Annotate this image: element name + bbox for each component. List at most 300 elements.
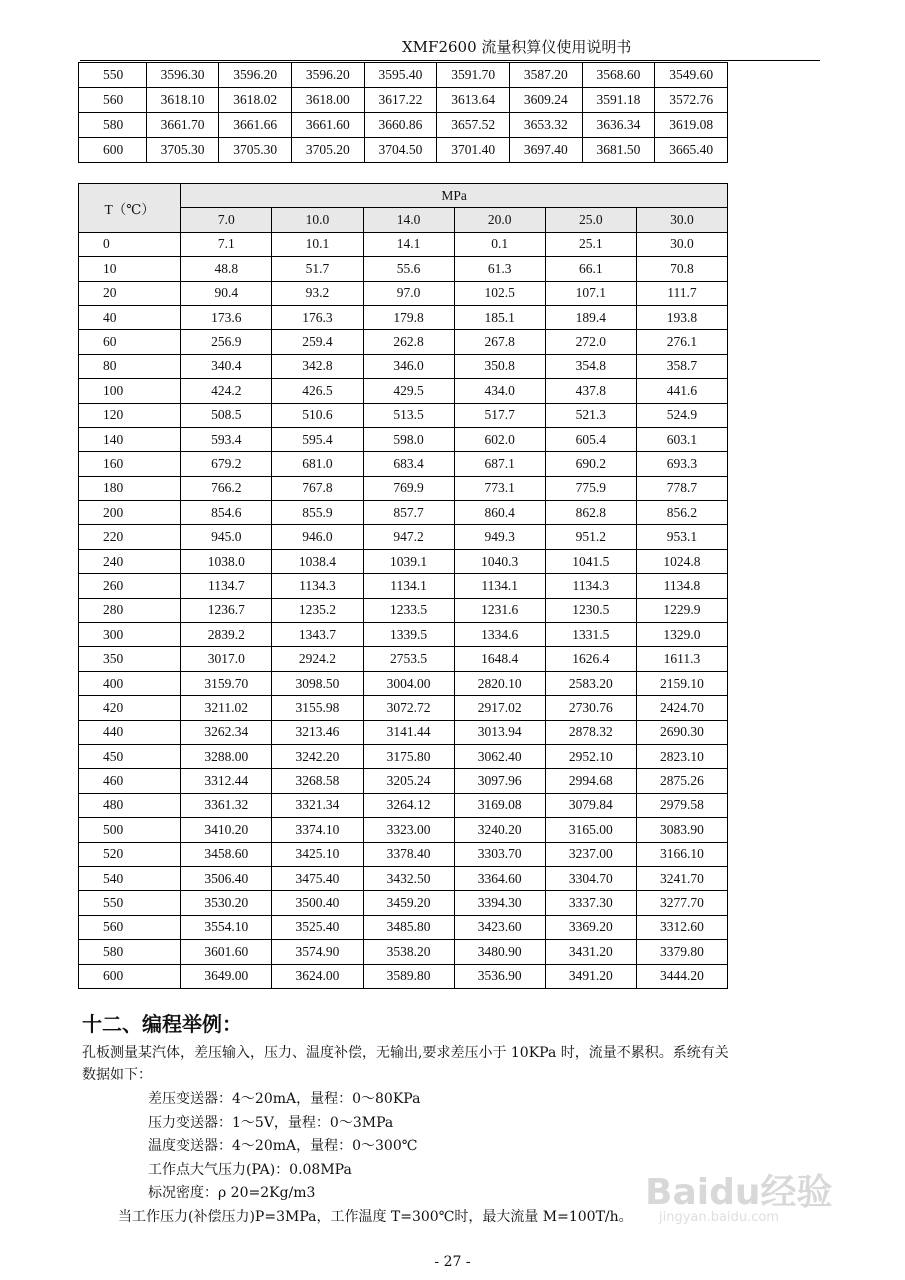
table-row [79,574,728,598]
value-cell: 30.0 [636,232,727,256]
value-cell: 3288.00 [181,744,272,768]
value-cell: 1339.5 [363,623,454,647]
value-cell: 3213.46 [272,720,363,744]
value-cell: 3661.70 [146,113,219,138]
value-cell: 1229.9 [636,598,727,622]
value-cell: 1038.0 [181,549,272,573]
value-cell: 3159.70 [181,671,272,695]
value-cell: 2753.5 [363,647,454,671]
value-cell: 25.1 [545,232,636,256]
value-cell: 2924.2 [272,647,363,671]
value-cell: 111.7 [636,281,727,305]
value-cell: 508.5 [181,403,272,427]
table-row [79,330,728,354]
value-cell: 1024.8 [636,549,727,573]
value-cell: 1134.8 [636,574,727,598]
value-cell: 3303.70 [454,842,545,866]
value-cell: 176.3 [272,305,363,329]
temperature-cell: 560 [79,88,147,113]
value-cell: 3649.00 [181,964,272,988]
value-cell: 3364.60 [454,866,545,890]
temperature-cell: 120 [79,403,181,427]
value-cell: 2917.02 [454,696,545,720]
value-cell: 681.0 [272,452,363,476]
spec-item: 压力变送器：1～5V，量程：0～3MPa [148,1114,394,1131]
temperature-cell: 80 [79,354,181,378]
value-cell: 857.7 [363,501,454,525]
value-cell: 3240.20 [454,818,545,842]
table-row [79,769,728,793]
value-cell: 3660.86 [364,113,437,138]
value-cell: 775.9 [545,476,636,500]
value-cell: 3098.50 [272,671,363,695]
value-cell: 0.1 [454,232,545,256]
value-cell: 3013.94 [454,720,545,744]
value-cell: 1236.7 [181,598,272,622]
value-cell: 51.7 [272,257,363,281]
value-cell: 3591.70 [437,63,510,88]
value-cell: 3459.20 [363,891,454,915]
value-cell: 3705.20 [291,138,364,163]
pressure-header-cell: 7.0 [181,208,272,232]
pressure-header-cell: 30.0 [636,208,727,232]
value-cell: 683.4 [363,452,454,476]
value-cell: 259.4 [272,330,363,354]
temperature-cell: 350 [79,647,181,671]
temperature-cell: 40 [79,305,181,329]
value-cell: 1235.2 [272,598,363,622]
value-cell: 3268.58 [272,769,363,793]
steam-table-continued [78,62,728,163]
value-cell: 1230.5 [545,598,636,622]
value-cell: 342.8 [272,354,363,378]
temperature-cell: 160 [79,452,181,476]
value-cell: 3079.84 [545,793,636,817]
value-cell: 2952.10 [545,744,636,768]
value-cell: 947.2 [363,525,454,549]
value-cell: 3705.30 [219,138,292,163]
table-row [79,138,728,163]
value-cell: 262.8 [363,330,454,354]
value-cell: 10.1 [272,232,363,256]
value-cell: 1611.3 [636,647,727,671]
temperature-header: T（℃） [79,184,181,233]
table-row [79,476,728,500]
temperature-cell: 480 [79,793,181,817]
value-cell: 3169.08 [454,793,545,817]
value-cell: 1648.4 [454,647,545,671]
value-cell: 693.3 [636,452,727,476]
value-cell: 2159.10 [636,671,727,695]
value-cell: 855.9 [272,501,363,525]
value-cell: 48.8 [181,257,272,281]
value-cell: 424.2 [181,379,272,403]
table-row [79,281,728,305]
value-cell: 3321.34 [272,793,363,817]
value-cell: 769.9 [363,476,454,500]
value-cell: 272.0 [545,330,636,354]
value-cell: 437.8 [545,379,636,403]
value-cell: 953.1 [636,525,727,549]
value-cell: 2424.70 [636,696,727,720]
value-cell: 3574.90 [272,940,363,964]
value-cell: 1041.5 [545,549,636,573]
value-cell: 107.1 [545,281,636,305]
table-row [79,720,728,744]
table-row [79,427,728,451]
value-cell: 510.6 [272,403,363,427]
value-cell: 3525.40 [272,915,363,939]
value-cell: 854.6 [181,501,272,525]
value-cell: 524.9 [636,403,727,427]
value-cell: 602.0 [454,427,545,451]
value-cell: 595.4 [272,427,363,451]
value-cell: 521.3 [545,403,636,427]
value-cell: 603.1 [636,427,727,451]
value-cell: 2979.58 [636,793,727,817]
value-cell: 3072.72 [363,696,454,720]
value-cell: 3485.80 [363,915,454,939]
value-cell: 767.8 [272,476,363,500]
value-cell: 3704.50 [364,138,437,163]
temperature-cell: 450 [79,744,181,768]
value-cell: 3617.22 [364,88,437,113]
temperature-cell: 220 [79,525,181,549]
value-cell: 946.0 [272,525,363,549]
value-cell: 3361.32 [181,793,272,817]
table-row [79,354,728,378]
value-cell: 3480.90 [454,940,545,964]
value-cell: 3423.60 [454,915,545,939]
header-title: XMF2600 流量积算仪使用说明书 [402,38,632,56]
value-cell: 3587.20 [509,63,582,88]
value-cell: 3431.20 [545,940,636,964]
value-cell: 1626.4 [545,647,636,671]
value-cell: 3618.10 [146,88,219,113]
value-cell: 173.6 [181,305,272,329]
table-row [79,379,728,403]
value-cell: 97.0 [363,281,454,305]
temperature-cell: 540 [79,866,181,890]
page-number: - 27 - [434,1254,471,1270]
table-row [79,113,728,138]
temperature-cell: 500 [79,818,181,842]
value-cell: 3323.00 [363,818,454,842]
value-cell: 860.4 [454,501,545,525]
value-cell: 61.3 [454,257,545,281]
value-cell: 3506.40 [181,866,272,890]
pressure-header-cell: 25.0 [545,208,636,232]
value-cell: 856.2 [636,501,727,525]
value-cell: 3264.12 [363,793,454,817]
watermark-logo [645,1160,855,1236]
table-row [79,647,728,671]
value-cell: 3661.66 [219,113,292,138]
table-row [79,623,728,647]
table-row [79,940,728,964]
value-cell: 778.7 [636,476,727,500]
value-cell: 2823.10 [636,744,727,768]
value-cell: 185.1 [454,305,545,329]
value-cell: 1039.1 [363,549,454,573]
table-row [79,232,728,256]
table-row [79,818,728,842]
value-cell: 3141.44 [363,720,454,744]
value-cell: 7.1 [181,232,272,256]
temperature-cell: 580 [79,940,181,964]
spec-item: 工作点大气压力(PA)：0.08MPa [148,1161,352,1178]
value-cell: 3155.98 [272,696,363,720]
value-cell: 3596.30 [146,63,219,88]
table-row [79,744,728,768]
value-cell: 517.7 [454,403,545,427]
value-cell: 3312.44 [181,769,272,793]
value-cell: 3589.80 [363,964,454,988]
temperature-cell: 400 [79,671,181,695]
value-cell: 193.8 [636,305,727,329]
value-cell: 434.0 [454,379,545,403]
value-cell: 3624.00 [272,964,363,988]
watermark-url: jingyan.baidu.com [659,1210,779,1225]
value-cell: 3653.32 [509,113,582,138]
temperature-cell: 300 [79,623,181,647]
value-cell: 3661.60 [291,113,364,138]
value-cell: 3601.60 [181,940,272,964]
value-cell: 3530.20 [181,891,272,915]
pressure-header-cell: 20.0 [454,208,545,232]
value-cell: 3004.00 [363,671,454,695]
table-row [79,598,728,622]
value-cell: 3241.70 [636,866,727,890]
value-cell: 55.6 [363,257,454,281]
value-cell: 2690.30 [636,720,727,744]
value-cell: 2878.32 [545,720,636,744]
value-cell: 3017.0 [181,647,272,671]
table-row [79,88,728,113]
value-cell: 2839.2 [181,623,272,647]
table-row [79,403,728,427]
table-row [79,671,728,695]
watermark-brand: Baidu经验 [645,1172,833,1213]
value-cell: 3083.90 [636,818,727,842]
value-cell: 1134.1 [454,574,545,598]
value-cell: 773.1 [454,476,545,500]
value-cell: 3337.30 [545,891,636,915]
value-cell: 3304.70 [545,866,636,890]
value-cell: 3681.50 [582,138,655,163]
value-cell: 3596.20 [291,63,364,88]
value-cell: 3636.34 [582,113,655,138]
value-cell: 256.9 [181,330,272,354]
value-cell: 3554.10 [181,915,272,939]
value-cell: 3062.40 [454,744,545,768]
value-cell: 1233.5 [363,598,454,622]
temperature-cell: 420 [79,696,181,720]
temperature-cell: 550 [79,891,181,915]
value-cell: 3657.52 [437,113,510,138]
pressure-header-cell: 10.0 [272,208,363,232]
value-cell: 441.6 [636,379,727,403]
value-cell: 1134.7 [181,574,272,598]
pressure-header-cell: 14.0 [363,208,454,232]
value-cell: 2994.68 [545,769,636,793]
temperature-cell: 580 [79,113,147,138]
value-cell: 3613.64 [437,88,510,113]
table-row [79,866,728,890]
value-cell: 3277.70 [636,891,727,915]
table-row [79,891,728,915]
table-row [79,964,728,988]
value-cell: 3475.40 [272,866,363,890]
page-header [80,36,820,61]
table-row [79,525,728,549]
pressure-unit-header: MPa [181,184,728,208]
table-row [79,501,728,525]
condition-line: 当工作压力(补偿压力)P=3MPa，工作温度 T=300℃时，最大流量 M=100T/h。 [118,1209,633,1225]
value-cell: 340.4 [181,354,272,378]
table-row [79,793,728,817]
value-cell: 3458.60 [181,842,272,866]
value-cell: 3618.00 [291,88,364,113]
value-cell: 3425.10 [272,842,363,866]
value-cell: 3205.24 [363,769,454,793]
value-cell: 766.2 [181,476,272,500]
value-cell: 945.0 [181,525,272,549]
value-cell: 3237.00 [545,842,636,866]
value-cell: 1040.3 [454,549,545,573]
value-cell: 3394.30 [454,891,545,915]
value-cell: 346.0 [363,354,454,378]
value-cell: 1343.7 [272,623,363,647]
value-cell: 3609.24 [509,88,582,113]
value-cell: 3491.20 [545,964,636,988]
section-title: 十二、编程举例： [82,1012,242,1036]
value-cell: 3596.20 [219,63,292,88]
table-row [79,452,728,476]
temperature-cell: 520 [79,842,181,866]
value-cell: 3262.34 [181,720,272,744]
value-cell: 3175.80 [363,744,454,768]
value-cell: 1231.6 [454,598,545,622]
value-cell: 3379.80 [636,940,727,964]
value-cell: 3312.60 [636,915,727,939]
value-cell: 3591.18 [582,88,655,113]
value-cell: 3166.10 [636,842,727,866]
value-cell: 3701.40 [437,138,510,163]
value-cell: 1334.6 [454,623,545,647]
value-cell: 2730.76 [545,696,636,720]
value-cell: 3432.50 [363,866,454,890]
value-cell: 3378.40 [363,842,454,866]
value-cell: 598.0 [363,427,454,451]
temperature-cell: 460 [79,769,181,793]
temperature-cell: 60 [79,330,181,354]
value-cell: 1134.1 [363,574,454,598]
value-cell: 102.5 [454,281,545,305]
value-cell: 3369.20 [545,915,636,939]
temperature-cell: 280 [79,598,181,622]
value-cell: 2820.10 [454,671,545,695]
intro-paragraph-cont: 数据如下： [82,1067,152,1083]
value-cell: 3444.20 [636,964,727,988]
temperature-cell: 600 [79,964,181,988]
value-cell: 949.3 [454,525,545,549]
value-cell: 3618.02 [219,88,292,113]
table-row [79,842,728,866]
value-cell: 276.1 [636,330,727,354]
temperature-cell: 10 [79,257,181,281]
temperature-cell: 550 [79,63,147,88]
temperature-cell: 140 [79,427,181,451]
value-cell: 70.8 [636,257,727,281]
value-cell: 179.8 [363,305,454,329]
temperature-cell: 440 [79,720,181,744]
value-cell: 3538.20 [363,940,454,964]
temperature-cell: 560 [79,915,181,939]
value-cell: 93.2 [272,281,363,305]
value-cell: 3549.60 [655,63,728,88]
steam-enthalpy-table [78,183,728,989]
value-cell: 3536.90 [454,964,545,988]
value-cell: 1329.0 [636,623,727,647]
value-cell: 605.4 [545,427,636,451]
spec-item: 标况密度：ρ 20=2Kg/m3 [148,1185,316,1201]
value-cell: 593.4 [181,427,272,451]
value-cell: 690.2 [545,452,636,476]
value-cell: 426.5 [272,379,363,403]
value-cell: 3165.00 [545,818,636,842]
value-cell: 1134.3 [545,574,636,598]
value-cell: 350.8 [454,354,545,378]
value-cell: 358.7 [636,354,727,378]
value-cell: 66.1 [545,257,636,281]
value-cell: 3595.40 [364,63,437,88]
table-row [79,915,728,939]
temperature-cell: 0 [79,232,181,256]
value-cell: 3500.40 [272,891,363,915]
temperature-cell: 240 [79,549,181,573]
value-cell: 862.8 [545,501,636,525]
temperature-cell: 260 [79,574,181,598]
spec-item: 温度变送器：4～20mA，量程：0～300℃ [148,1138,418,1154]
value-cell: 3619.08 [655,113,728,138]
value-cell: 3374.10 [272,818,363,842]
value-cell: 513.5 [363,403,454,427]
temperature-cell: 200 [79,501,181,525]
value-cell: 3568.60 [582,63,655,88]
value-cell: 3572.76 [655,88,728,113]
value-cell: 3242.20 [272,744,363,768]
table-row [79,696,728,720]
value-cell: 267.8 [454,330,545,354]
value-cell: 2583.20 [545,671,636,695]
value-cell: 1331.5 [545,623,636,647]
value-cell: 2875.26 [636,769,727,793]
value-cell: 3097.96 [454,769,545,793]
value-cell: 354.8 [545,354,636,378]
value-cell: 429.5 [363,379,454,403]
value-cell: 951.2 [545,525,636,549]
table-row [79,63,728,88]
temperature-cell: 20 [79,281,181,305]
value-cell: 3410.20 [181,818,272,842]
temperature-cell: 600 [79,138,147,163]
value-cell: 3697.40 [509,138,582,163]
table-row [79,257,728,281]
temperature-cell: 100 [79,379,181,403]
table-row [79,305,728,329]
value-cell: 90.4 [181,281,272,305]
